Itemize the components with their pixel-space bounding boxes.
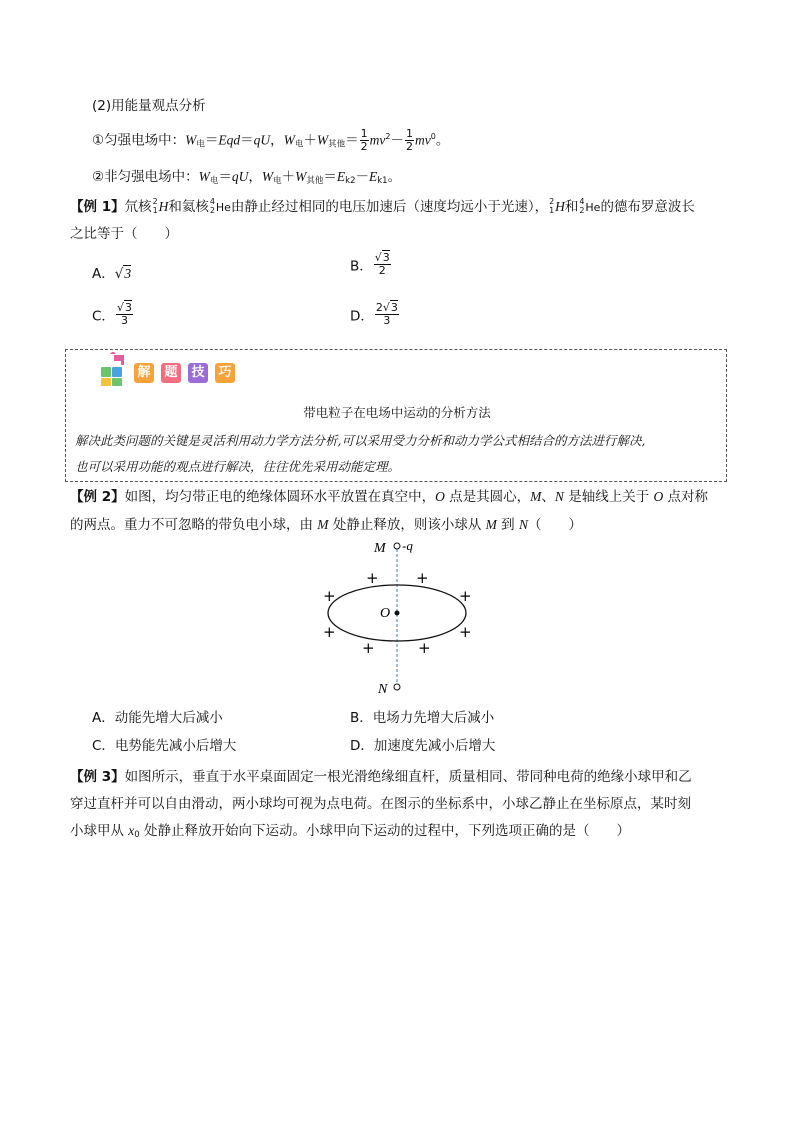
plus-charge: +: [323, 587, 336, 605]
example1-text: 之比等于（ ）: [70, 226, 178, 242]
nuclide-symbol: He: [215, 201, 231, 214]
plus-charge: +: [459, 587, 472, 605]
sqrt-icon: √: [116, 301, 124, 314]
nuclide-symbol: H: [555, 199, 565, 214]
example1-text: 由静止经过相同的电压加速后（速度均远小于光速），: [230, 199, 549, 215]
label-m: M: [374, 541, 386, 556]
section-heading-text: (2)用能量观点分析: [92, 98, 206, 114]
label-o: O: [380, 606, 391, 621]
w-symbol: W: [283, 132, 295, 148]
eqd-term: Eqd: [218, 132, 241, 148]
period: 。: [387, 169, 402, 185]
option-text: 加速度先减小后增大: [373, 738, 496, 754]
example1-question-line2: [70, 222, 178, 242]
uniform-prefix: ①匀强电场中：: [92, 132, 186, 149]
point-o: [395, 611, 400, 616]
exponent: 2: [385, 132, 391, 141]
plus-charge: +: [416, 569, 429, 587]
option-text: 电场力先增大后减小: [372, 710, 495, 726]
comma: ，: [248, 169, 262, 185]
option-a[interactable]: [92, 706, 223, 726]
plus-sign: ＋: [303, 132, 317, 149]
minus-sign: －: [355, 169, 369, 185]
half-fraction: $\frac{1}{2}$: [406, 127, 413, 153]
badge-char: 技: [188, 363, 208, 383]
example1-text: 和: [564, 199, 579, 215]
minus-sign: －: [390, 132, 404, 149]
w-symbol: W: [261, 169, 274, 184]
puzzle-icon: [98, 352, 128, 388]
option-text: 动能先增大后减小: [114, 710, 223, 726]
mv-term: mv: [369, 132, 386, 148]
example3-question-line3: 小球甲从 $x_0$ 处静止释放开始向下运动。小球甲向下运动的过程中，下列选项正确的是（ ）: [70, 823, 631, 840]
example1-text: 氘核: [124, 199, 152, 215]
example3-question-line2: 穿过直杆并可以自由滑动，两小球均可视为点电荷。在图示的坐标系中，小球乙静止在坐标原点，某时刻: [70, 796, 691, 812]
option-value: 3: [124, 266, 132, 281]
section-heading: [92, 94, 206, 114]
label-n: N: [378, 682, 388, 697]
option-label: A．: [92, 266, 115, 282]
nuclide-index: 4 2: [579, 197, 585, 215]
qu-term: qU: [231, 169, 249, 184]
example2-question: 【例 2】如图，均匀带正电的绝缘体圆环水平放置在真空中，O 点是其圆心，M、N 是轴线上关于 O 点对称: [70, 489, 709, 505]
example1-text: 的德布罗意波长: [600, 199, 695, 215]
elec-subscript: 电: [196, 139, 205, 150]
plus-charge: +: [362, 639, 375, 657]
option-label: D．: [350, 308, 374, 325]
period: 。: [435, 132, 450, 149]
badge-char: 巧: [215, 363, 235, 383]
sqrt-icon: √: [382, 301, 390, 314]
option-text: 电势能先减小后增大: [114, 738, 237, 754]
equals-sign: ＝: [218, 169, 232, 185]
nuclide-index: 2 1: [152, 197, 158, 215]
option-label: C．: [92, 738, 115, 754]
w-symbol: W: [295, 169, 307, 184]
option-d[interactable]: [350, 302, 400, 327]
nonuniform-field-formula: [92, 165, 401, 186]
point-m: [394, 543, 400, 549]
badge-char: 解: [134, 363, 154, 383]
comma: ，: [270, 132, 284, 149]
half-fraction: $\frac{1}{2}$: [360, 127, 368, 153]
equals-sign: ＝: [323, 169, 337, 185]
example1-question: [70, 195, 695, 215]
nonuniform-prefix: ②非匀强电场中：: [92, 169, 199, 185]
plus-charge: +: [366, 569, 379, 587]
tip-title: 带电粒子在电场中运动的分析方法: [303, 405, 491, 420]
plus-charge: +: [323, 623, 336, 641]
sqrt-icon: √: [114, 266, 124, 282]
plus-sign: ＋: [281, 169, 296, 185]
option-a[interactable]: [92, 262, 131, 282]
elec-subscript: 电: [209, 176, 219, 186]
plus-charge: +: [418, 639, 431, 657]
option-label: B．: [350, 710, 373, 726]
option-d[interactable]: [350, 734, 495, 754]
w-symbol: W: [185, 132, 197, 148]
option-fraction: $\frac{√3}{3}$: [116, 301, 132, 327]
example3-tag: 【例 3】: [70, 769, 125, 785]
exponent: 0: [430, 132, 436, 141]
equals-sign: ＝: [345, 132, 359, 149]
tip-badge: [98, 352, 246, 388]
qu-term: qU: [253, 132, 271, 148]
option-fraction: $\frac{2√3}{3}$: [375, 301, 398, 327]
example3-question: 【例 3】如图所示，垂直于水平桌面固定一根光滑绝缘细直杆，质量相同、带同种电荷的绝缘小球甲和乙: [70, 769, 692, 785]
tip-line2: 也可以采用功能的观点进行解决，往往优先采用动能定理。: [75, 459, 401, 474]
nuclide-index: 2 1: [549, 197, 555, 215]
example1-tag: 【例 1】: [70, 199, 125, 215]
sqrt-icon: √: [374, 251, 382, 264]
option-label: D．: [350, 738, 374, 754]
nuclide-index: 4 2: [209, 197, 215, 215]
tip-line1: 解决此类问题的关键是灵活利用动力学方法分析,可以采用受力分析和动力学公式相结合的方法进行解决,: [75, 433, 646, 448]
w-symbol: W: [198, 169, 210, 184]
nuclide-symbol: H: [158, 199, 169, 214]
option-label: B．: [350, 258, 373, 275]
elec-subscript: 电: [273, 176, 282, 186]
ring-figure: [310, 535, 490, 700]
ek-symbol: E: [369, 169, 378, 184]
nuclide-symbol: He: [585, 201, 601, 214]
mv-term: mv: [415, 132, 431, 148]
other-subscript: 其他: [328, 139, 346, 150]
ek1-subscript: k1: [377, 176, 388, 186]
option-label: A．: [92, 710, 115, 726]
option-b[interactable]: [350, 706, 494, 726]
ek-symbol: E: [336, 169, 346, 184]
option-c[interactable]: [92, 734, 236, 754]
other-subscript: 其他: [306, 176, 324, 186]
option-c[interactable]: [92, 302, 134, 327]
plus-charge: +: [459, 623, 472, 641]
uniform-field-formula: [92, 128, 449, 153]
example1-text: 和氦核: [168, 199, 209, 215]
w-symbol: W: [316, 132, 329, 148]
ek2-subscript: k2: [345, 176, 356, 186]
badge-char: 题: [161, 363, 181, 383]
example2-question-line2: 的两点。重力不可忽略的带负电小球，由 M 处静止释放，则该小球从 M 到 N（ ）: [70, 517, 582, 533]
label-charge: -q: [402, 538, 413, 553]
option-b[interactable]: [350, 252, 392, 277]
equals-sign: ＝: [204, 132, 219, 149]
option-label: C．: [92, 308, 115, 325]
elec-subscript: 电: [294, 139, 304, 150]
example2-tag: 【例 2】: [70, 489, 125, 505]
equals-sign: ＝: [240, 132, 254, 149]
point-n: [394, 684, 400, 690]
option-fraction: $\frac{√3}{2}$: [374, 251, 390, 277]
